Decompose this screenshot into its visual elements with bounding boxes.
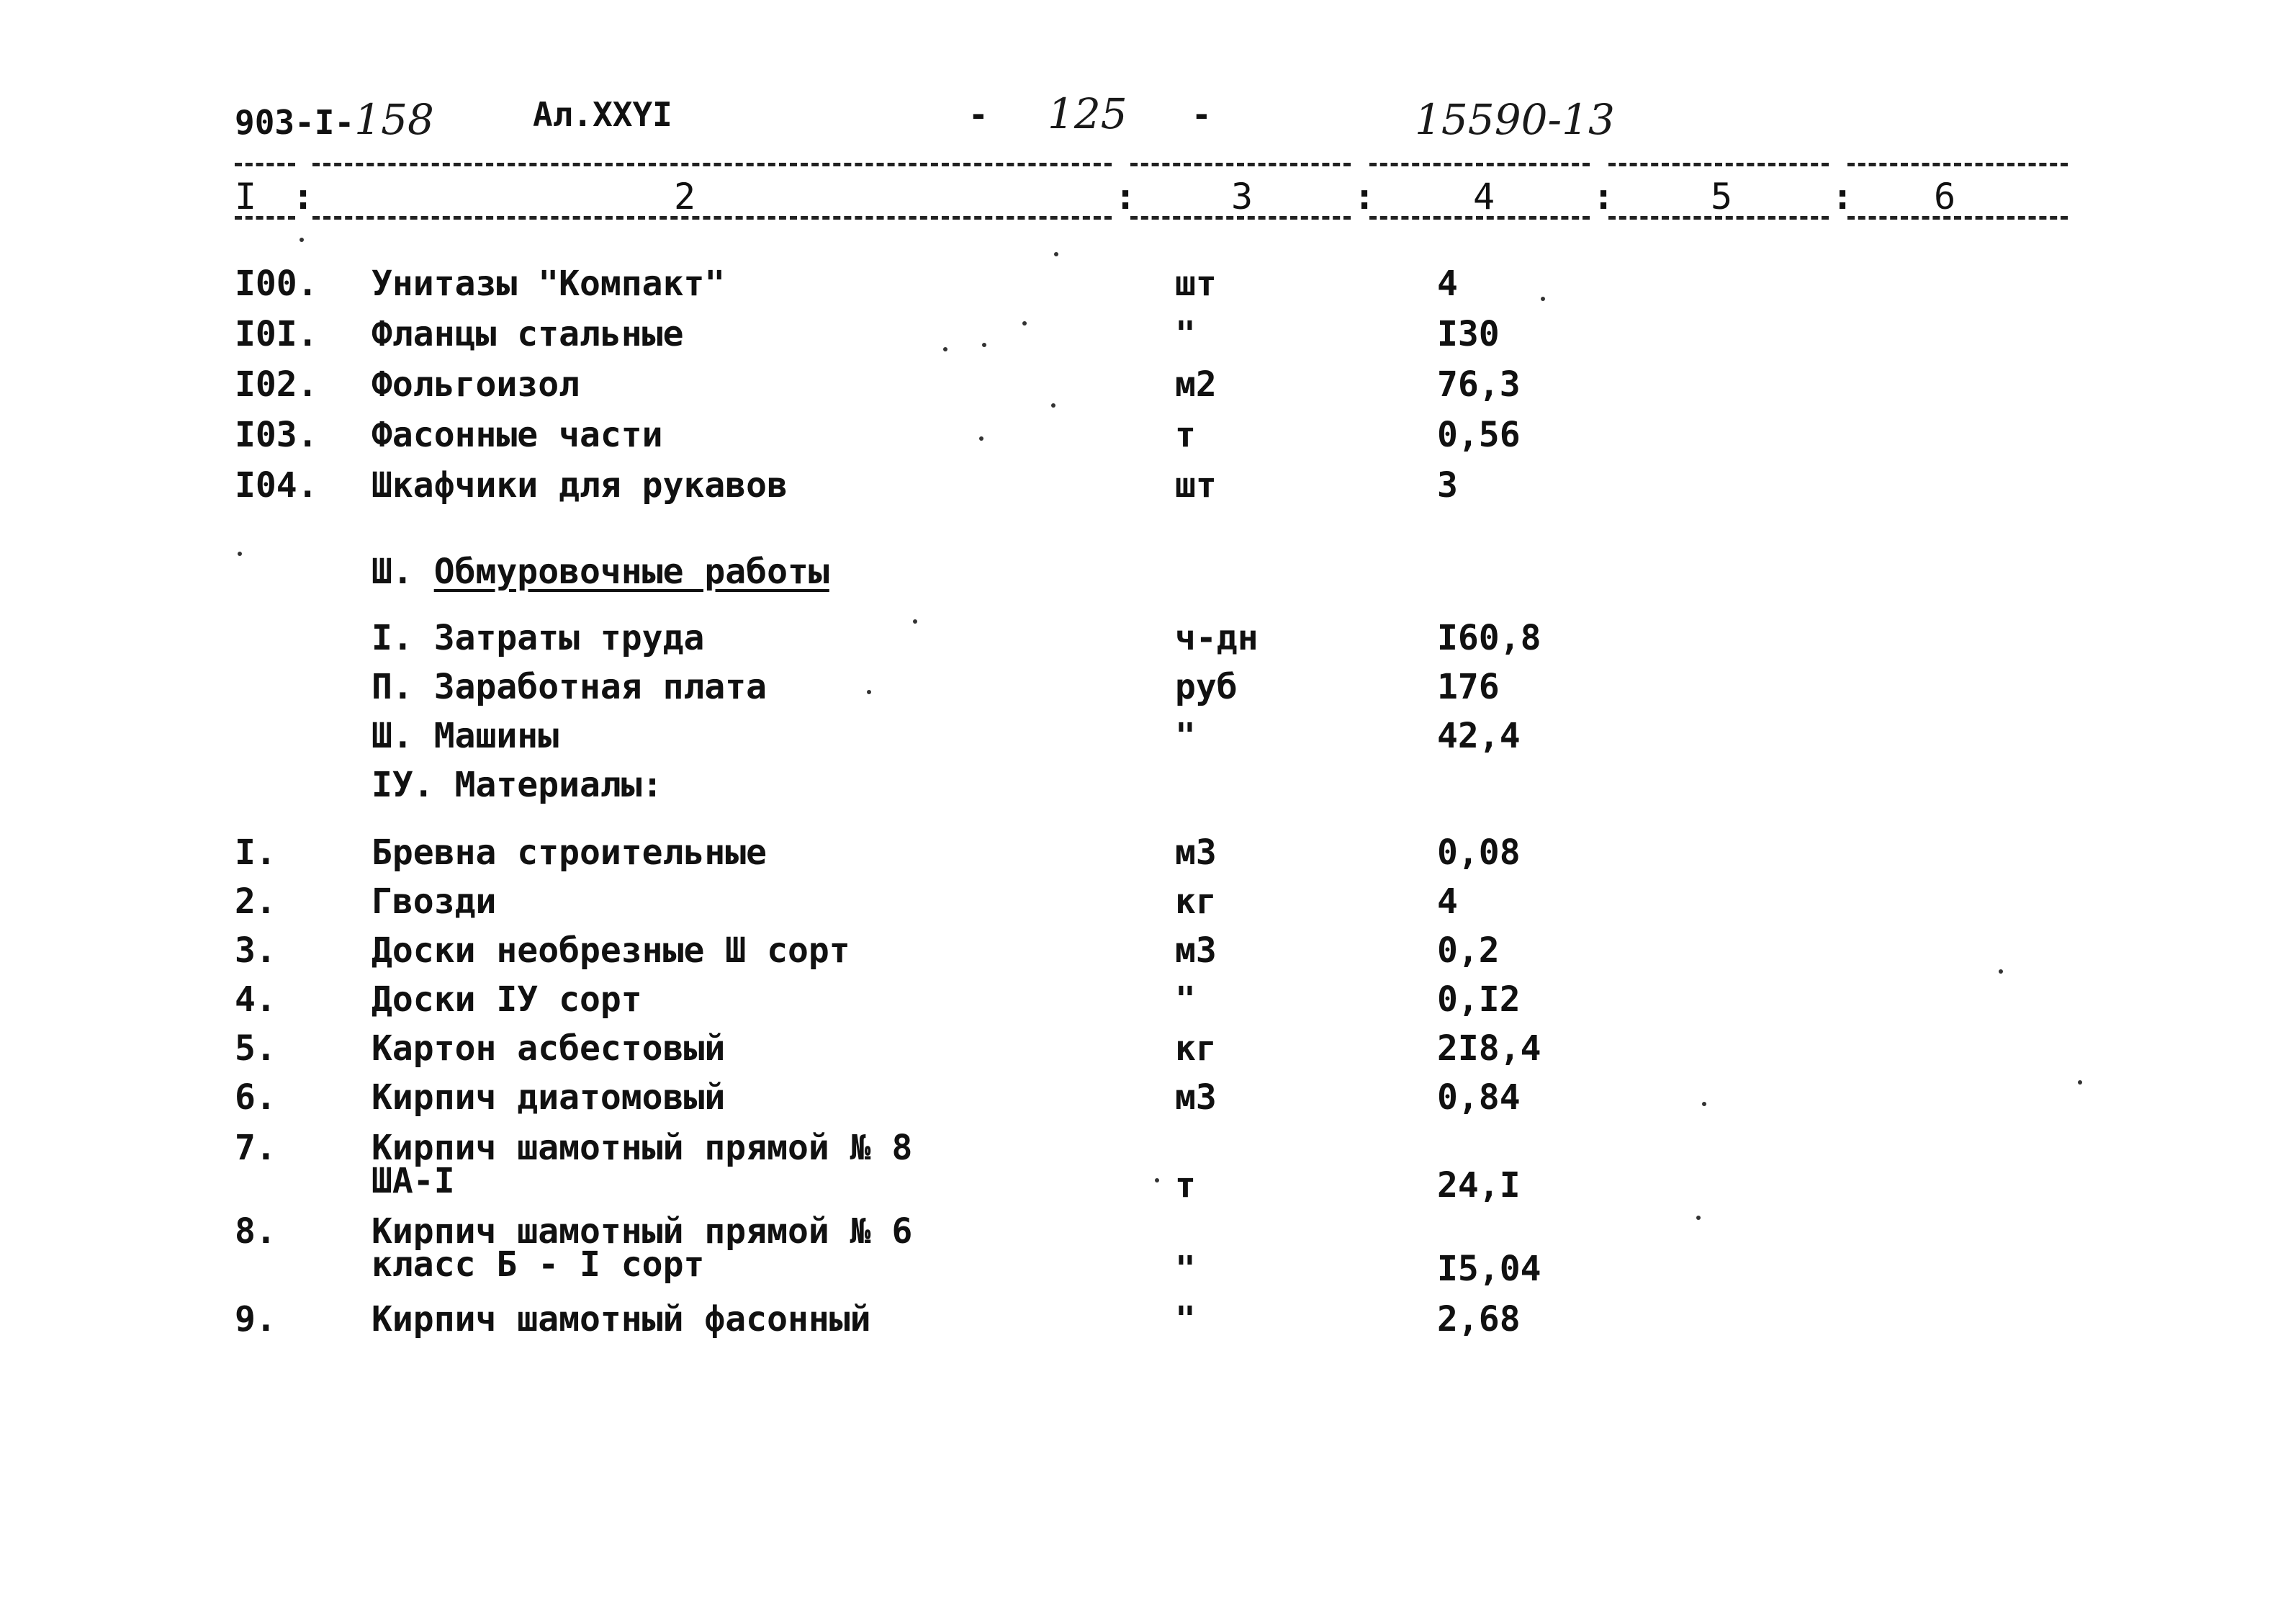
material-unit: м3 bbox=[1175, 1077, 1217, 1118]
document-number: 15590-13 bbox=[1415, 95, 1615, 144]
row-unit: шт bbox=[1175, 465, 1217, 506]
scan-speck bbox=[867, 690, 871, 694]
row-unit: шт bbox=[1175, 264, 1217, 304]
material-quantity: 24,I bbox=[1437, 1165, 1521, 1206]
material-name-continued: ША-I bbox=[372, 1161, 455, 1201]
document-code bbox=[235, 95, 434, 144]
row-name: Шкафчики для рукавов bbox=[372, 465, 788, 506]
material-row bbox=[0, 930, 2296, 977]
material-number: 9. bbox=[235, 1299, 276, 1339]
scan-speck bbox=[1702, 1102, 1706, 1106]
material-quantity: 2I8,4 bbox=[1437, 1028, 1541, 1069]
row-unit: т bbox=[1175, 415, 1196, 455]
material-quantity: 0,2 bbox=[1437, 930, 1500, 971]
table-row bbox=[0, 266, 2296, 310]
material-quantity: 2,68 bbox=[1437, 1299, 1521, 1339]
row-name: Унитазы "Компакт" bbox=[372, 264, 726, 304]
column-separator: : bbox=[292, 176, 315, 217]
row-name: Фасонные части bbox=[372, 415, 663, 455]
row-number: I04. bbox=[235, 465, 318, 506]
summary-unit: руб bbox=[1175, 667, 1238, 707]
page-dash-right: - bbox=[1192, 95, 1212, 134]
material-number: 8. bbox=[235, 1211, 276, 1252]
header-rule-top-2 bbox=[312, 163, 1112, 166]
material-unit: кг bbox=[1175, 881, 1217, 922]
row-number: I03. bbox=[235, 415, 318, 455]
scan-speck bbox=[1696, 1216, 1701, 1220]
row-quantity: 76,3 bbox=[1437, 364, 1521, 405]
page-number: 125 bbox=[1048, 89, 1127, 138]
material-quantity: I5,04 bbox=[1437, 1249, 1541, 1289]
scan-speck bbox=[979, 436, 983, 441]
row-name: Фланцы стальные bbox=[372, 314, 684, 354]
column-separator: : bbox=[1115, 176, 1137, 217]
column-number-1: I bbox=[235, 176, 257, 217]
table-row bbox=[0, 314, 2296, 360]
material-unit: м3 bbox=[1175, 930, 1217, 971]
material-name: Кирпич шамотный фасонный bbox=[372, 1299, 871, 1339]
material-number: 4. bbox=[235, 979, 276, 1020]
row-number: I02. bbox=[235, 364, 318, 405]
header-rule-bottom-1 bbox=[235, 216, 295, 220]
scan-speck bbox=[982, 343, 986, 347]
scan-speck bbox=[1022, 321, 1027, 326]
material-row bbox=[0, 1077, 2296, 1123]
header-rule-bottom-3 bbox=[1130, 216, 1351, 220]
row-unit: " bbox=[1175, 314, 1196, 354]
row-unit: м2 bbox=[1175, 364, 1217, 405]
summary-name: П. Заработная плата bbox=[372, 667, 767, 707]
header-rule-top-1 bbox=[235, 163, 295, 166]
header-rule-bottom-5 bbox=[1608, 216, 1829, 220]
section-numeral: Ш. bbox=[372, 552, 413, 592]
header-rule-bottom-6 bbox=[1847, 216, 2068, 220]
column-number-5: 5 bbox=[1711, 176, 1733, 217]
column-separator: : bbox=[1593, 176, 1615, 217]
scan-speck bbox=[1999, 969, 2003, 974]
summary-row bbox=[0, 765, 2296, 811]
column-number-6: 6 bbox=[1934, 176, 1956, 217]
summary-quantity: I60,8 bbox=[1437, 618, 1541, 658]
summary-unit: " bbox=[1175, 716, 1196, 756]
material-quantity: 0,84 bbox=[1437, 1077, 1521, 1118]
material-row bbox=[0, 1128, 2296, 1210]
summary-quantity: 176 bbox=[1437, 667, 1500, 707]
document-code-handwritten: 158 bbox=[354, 95, 434, 144]
material-name: Доски необрезные Ш сорт bbox=[372, 930, 850, 971]
material-row bbox=[0, 832, 2296, 879]
material-unit: т bbox=[1175, 1165, 1196, 1206]
scan-speck bbox=[943, 347, 947, 351]
summary-row bbox=[0, 716, 2296, 762]
summary-quantity: 42,4 bbox=[1437, 716, 1521, 756]
material-row bbox=[0, 881, 2296, 928]
header-rule-top-6 bbox=[1847, 163, 2068, 166]
row-name: Фольгоизол bbox=[372, 364, 580, 405]
table-row bbox=[0, 415, 2296, 461]
material-name: Доски IУ сорт bbox=[372, 979, 642, 1020]
album-number: Ал.XXYI bbox=[533, 95, 672, 134]
material-name: Бревна строительные bbox=[372, 832, 767, 873]
section-title bbox=[372, 552, 829, 592]
summary-name: IУ. Материалы: bbox=[372, 765, 663, 805]
material-name: Кирпич диатомовый bbox=[372, 1077, 726, 1118]
column-separator: : bbox=[1832, 176, 1854, 217]
row-quantity: 4 bbox=[1437, 264, 1458, 304]
material-quantity: 0,I2 bbox=[1437, 979, 1521, 1020]
scan-speck bbox=[1054, 252, 1058, 256]
row-quantity: 0,56 bbox=[1437, 415, 1521, 455]
scan-speck bbox=[913, 619, 917, 624]
material-number: I. bbox=[235, 832, 276, 873]
column-number-2: 2 bbox=[674, 176, 696, 217]
material-row bbox=[0, 1028, 2296, 1074]
scan-speck bbox=[2078, 1080, 2082, 1085]
header-rule-bottom-4 bbox=[1369, 216, 1590, 220]
column-number-3: 3 bbox=[1231, 176, 1253, 217]
material-row bbox=[0, 1299, 2296, 1345]
header-rule-top-5 bbox=[1608, 163, 1829, 166]
material-number: 3. bbox=[235, 930, 276, 971]
material-unit: кг bbox=[1175, 1028, 1217, 1069]
material-name: Кирпич шамотный прямой № 8 bbox=[372, 1128, 913, 1168]
header-rule-bottom-2 bbox=[312, 216, 1112, 220]
summary-unit: ч-дн bbox=[1175, 618, 1259, 658]
material-number: 5. bbox=[235, 1028, 276, 1069]
material-quantity: 0,08 bbox=[1437, 832, 1521, 873]
material-name: Гвозди bbox=[372, 881, 497, 922]
column-number-4: 4 bbox=[1473, 176, 1495, 217]
summary-name: I. Затраты труда bbox=[372, 618, 705, 658]
column-separator: : bbox=[1354, 176, 1376, 217]
summary-row bbox=[0, 667, 2296, 713]
scan-speck bbox=[1051, 403, 1055, 408]
row-quantity: 3 bbox=[1437, 465, 1458, 506]
section-title-text: Обмуровочные работы bbox=[433, 552, 829, 592]
material-unit: " bbox=[1175, 979, 1196, 1020]
material-name: Картон асбестовый bbox=[372, 1028, 726, 1069]
row-number: I00. bbox=[235, 264, 318, 304]
material-unit: " bbox=[1175, 1249, 1196, 1289]
material-row bbox=[0, 979, 2296, 1025]
header-rule-top-3 bbox=[1130, 163, 1351, 166]
material-quantity: 4 bbox=[1437, 881, 1458, 922]
row-quantity: I30 bbox=[1437, 314, 1500, 354]
row-number: I0I. bbox=[235, 314, 318, 354]
table-row bbox=[0, 364, 2296, 410]
scan-speck bbox=[300, 238, 304, 242]
material-number: 2. bbox=[235, 881, 276, 922]
material-row bbox=[0, 1211, 2296, 1293]
material-name-continued: класс Б - I сорт bbox=[372, 1244, 705, 1285]
document-code-prefix: 903-I- bbox=[235, 103, 355, 142]
material-number: 6. bbox=[235, 1077, 276, 1118]
header-rule-top-4 bbox=[1369, 163, 1590, 166]
scan-speck bbox=[238, 552, 242, 556]
table-row bbox=[0, 465, 2296, 511]
page-dash-left: - bbox=[968, 95, 989, 134]
scan-speck bbox=[1155, 1178, 1159, 1182]
scan-speck bbox=[1541, 297, 1545, 301]
summary-row bbox=[0, 618, 2296, 664]
material-unit: " bbox=[1175, 1299, 1196, 1339]
summary-name: Ш. Машины bbox=[372, 716, 559, 756]
material-number: 7. bbox=[235, 1128, 276, 1168]
material-unit: м3 bbox=[1175, 832, 1217, 873]
material-name: Кирпич шамотный прямой № 6 bbox=[372, 1211, 913, 1252]
